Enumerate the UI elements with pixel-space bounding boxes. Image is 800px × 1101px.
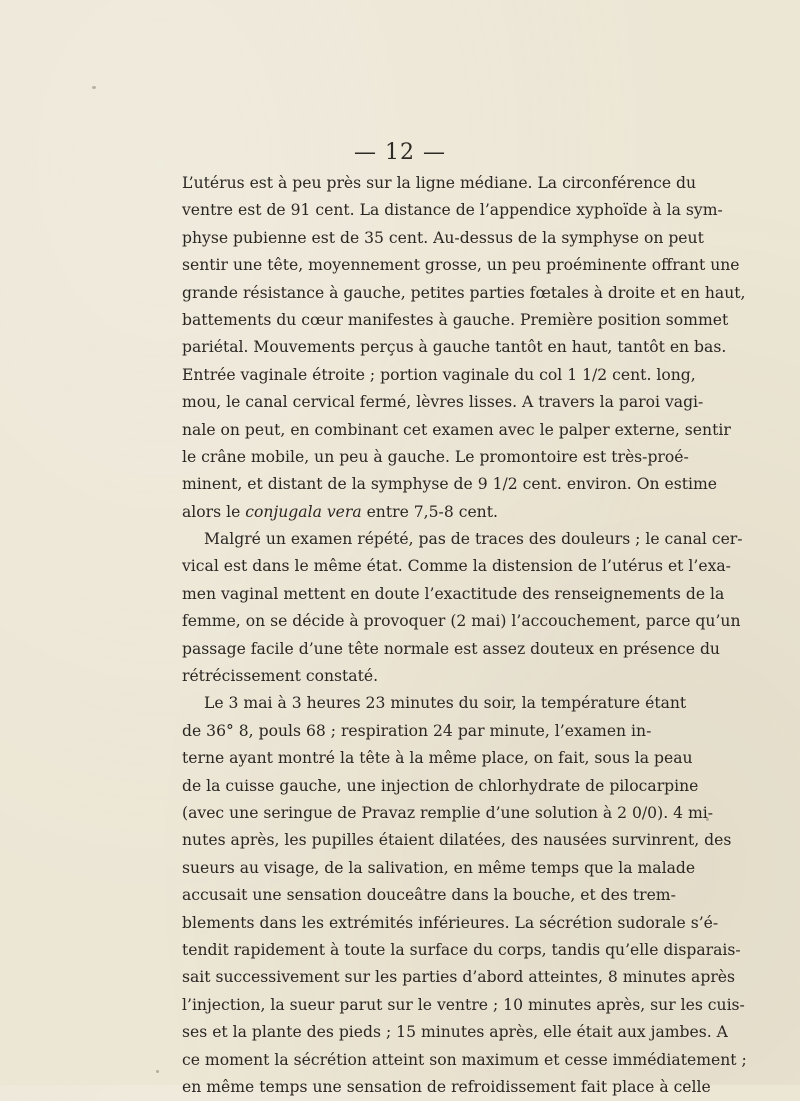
text-line: ses et la plante des pieds ; 15 minutes après, elle était aux jambes. A	[182, 1023, 728, 1042]
paragraph-start: Malgré un examen répété, pas de traces des douleurs ; le canal cer-	[204, 530, 743, 549]
text-line: men vaginal mettent en doute l’exactitude des renseignements de la	[182, 584, 725, 603]
text-line: ventre est de 91 cent. La distance de l’appendice xyphoïde à la sym-	[182, 201, 723, 220]
text-line: battements du cœur manifestes à gauche. Première position sommet	[182, 310, 729, 329]
text-line-italic-term: alors le conjugala vera entre 7,5-8 cent.	[182, 502, 498, 521]
text-line: L’utérus est à peu près sur la ligne médiane. La circonférence du	[182, 174, 697, 192]
paper-speck	[156, 1070, 159, 1073]
paper-speck	[92, 86, 96, 89]
text-line: accusait une sensation douceâtre dans la bouche, et des trem-	[182, 886, 676, 905]
text-line: ce moment la sécrétion atteint son maximum et cesse immédiatement ;	[182, 1050, 747, 1069]
text-line: tendit rapidement à toute la surface du corps, tandis qu’elle disparais-	[182, 940, 741, 959]
text-line: grande résistance à gauche, petites parties fœtales à droite et en haut,	[182, 283, 746, 302]
text-line: pariétal. Mouvements perçus à gauche tantôt en haut, tantôt en bas.	[182, 338, 727, 357]
text-line: femme, on se décide à provoquer (2 mai) l’accouchement, parce qu’un	[182, 612, 741, 631]
page-number: — 12 —	[354, 140, 446, 165]
text-line: Entrée vaginale étroite ; portion vaginale du col 1 1/2 cent. long,	[182, 365, 696, 384]
text-line: sait successivement sur les parties d’abord atteintes, 8 minutes après	[182, 968, 736, 987]
text-line: terne ayant montré la tête à la même place, on fait, sous la peau	[182, 749, 693, 768]
text-line: le crâne mobile, un peu à gauche. Le promontoire est très-proé-	[182, 447, 689, 466]
text-line: nutes après, les pupilles étaient dilatées, des nausées survinrent, des	[182, 831, 732, 850]
text-line: sueurs au visage, de la salivation, en même temps que la malade	[182, 858, 696, 877]
paragraph-start: Le 3 mai à 3 heures 23 minutes du soir, la température étant	[204, 694, 687, 713]
text-line: en même temps une sensation de refroidissement fait place à celle	[182, 1077, 711, 1096]
text-line: vical est dans le même état. Comme la distension de l’utérus et l’exa-	[182, 557, 731, 576]
text-line: de 36° 8, pouls 68 ; respiration 24 par minute, l’examen in-	[182, 721, 652, 740]
text-line: rétrécissement constaté.	[182, 667, 379, 686]
text-line: nale on peut, en combinant cet examen avec le palper externe, sentir	[182, 420, 731, 439]
text-line: (avec une seringue de Pravaz remplie d’une solution à 2 0/0). 4 mi-	[182, 803, 714, 822]
text-line: l’injection, la sueur parut sur le ventre ; 10 minutes après, sur les cuis-	[182, 995, 745, 1014]
latin-term: conjugala vera	[245, 502, 362, 521]
body-text	[182, 170, 747, 1101]
text-line: sentir une tête, moyennement grosse, un peu proéminente offrant une	[182, 256, 740, 275]
text-line: passage facile d’une tête normale est assez douteux en présence du	[182, 639, 720, 658]
text-line: minent, et distant de la symphyse de 9 1/2 cent. environ. On estime	[182, 475, 717, 494]
text-line: blements dans les extrémités inférieures. La sécrétion sudorale s’é-	[182, 913, 719, 932]
paper-speck	[706, 818, 709, 821]
text-line: physe pubienne est de 35 cent. Au-dessus de la symphyse on peut	[182, 228, 704, 247]
text-line: mou, le canal cervical fermé, lèvres lisses. A travers la paroi vagi-	[182, 393, 704, 412]
text-line: de la cuisse gauche, une injection de chlorhydrate de pilocarpine	[182, 776, 699, 795]
